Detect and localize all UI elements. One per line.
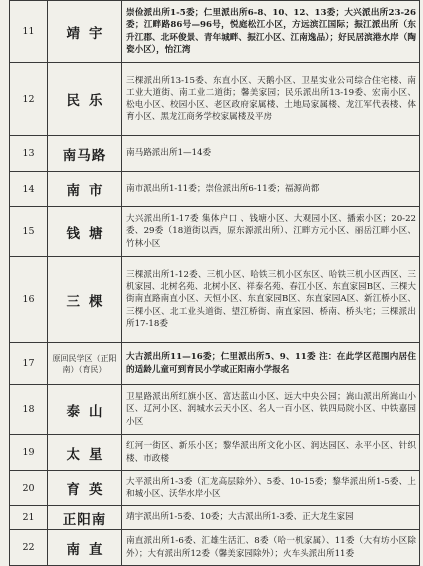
district-range: 靖宇派出所1-5委、10委；大古派出所1-3委、正大龙生家园: [122, 506, 420, 530]
row-number: 22: [10, 530, 48, 566]
row-number: 19: [10, 435, 48, 471]
school-name-text: 太星: [66, 446, 112, 463]
district-range: 三棵派出所13-15委、东直小区、天鹅小区、卫星实业公司综合住宅楼、南工业大道街、南工业二道街；馨美家园；民乐派出所13-19委、宏南小区、松电小区、校园小区、老区政府家属楼、土地局家属楼、龙江军代表楼、体育小区、黑龙江商务学校家属楼及平房: [122, 63, 420, 136]
district-range: 卫星路派出所红旗小区、富达蓝山小区、远大中央公园；嵩山派出所嵩山小区、辽河小区、润城水云天小区、名人一百小区、铁四局院小区、中铁嘉园小区: [122, 385, 420, 435]
table-row: [10, 435, 420, 471]
table-row: [10, 506, 420, 530]
table-row: [10, 471, 420, 506]
school-name-text: 泰山: [66, 403, 112, 420]
table-row: [10, 63, 420, 136]
district-range: 三棵派出所1-12委、三机小区、哈铁三机小区东区、哈铁三机小区西区、三机家园、北树名苑、北树小区、祥泰名苑、春江小区、东直家园B区、三棵大街南直路南直小区、天恒小区、东直家园B区、东直家园A区、新江桥小区、三棵小区、北工业头道街、望江桥街、南直家园、桥南、桥头宅；三棵派出所17-18委: [122, 257, 420, 343]
row-number: 15: [10, 207, 48, 257]
table-row: [10, 136, 420, 172]
row-number: 13: [10, 136, 48, 172]
school-name: [48, 385, 122, 435]
school-name: [48, 207, 122, 257]
school-name: [48, 530, 122, 566]
school-name-text: 育英: [66, 482, 112, 498]
row-number: 11: [10, 1, 48, 63]
school-name-text: 靖宇: [66, 25, 112, 42]
row-number: 14: [10, 172, 48, 207]
school-name-text: 南市: [66, 183, 112, 199]
school-name-text: 钱塘: [66, 225, 112, 242]
row-number: 18: [10, 385, 48, 435]
district-range: 大平派出所1-3委（汇龙高层除外）、5委、10-15委；黎华派出所1-5委、上和城小区、沃华水岸小区: [122, 471, 420, 506]
row-number: 21: [10, 506, 48, 530]
school-name: [48, 471, 122, 506]
district-range: 崇俭派出所1-5委；仁里派出所6-8、10、12、13委；大兴派出所23-26委；江畔路86号—96号，悦庭松江小区，方远滨江国际；振江派出所（东升江郡、北环俊景、青年城畔、振江小区、江南逸品）；好民居滨港水岸（陶瓷小区），怡江湾: [122, 1, 420, 63]
school-name-text: 南直: [66, 541, 112, 558]
district-range: 大古派出所11—16委；仁里派出所5、9、11委 注：在此学区范围内居住的适龄儿童可到育民小学或正阳南小学报名: [122, 343, 420, 385]
school-name: [48, 435, 122, 471]
row-number: 16: [10, 257, 48, 343]
table-row: [10, 385, 420, 435]
table-row: [10, 257, 420, 343]
school-name: 正阳南: [48, 506, 122, 530]
school-name: [48, 1, 122, 63]
school-district-table: [9, 0, 420, 566]
district-range: 大兴派出所1-17委 集体户口 、钱塘小区、大观园小区、播索小区；20-22委、29委（18道街以西，原东源派出所）、江畔方元小区、丽岳江畔小区、竹林小区: [122, 207, 420, 257]
school-name: [48, 343, 122, 385]
school-name: [48, 257, 122, 343]
school-name-text: 原回民学区（正阳南）（育民）: [52, 353, 117, 374]
district-range: 南市派出所1-11委；崇俭派出所6-11委；福源尚都: [122, 172, 420, 207]
table-row: [10, 530, 420, 566]
table-row: [10, 343, 420, 385]
row-number: 12: [10, 63, 48, 136]
school-name: 南马路: [48, 136, 122, 172]
table-row: [10, 172, 420, 207]
school-name-text: 民乐: [66, 93, 112, 109]
school-name-text: 三棵: [66, 293, 112, 310]
table-row: [10, 1, 420, 63]
school-name: [48, 172, 122, 207]
school-name: [48, 63, 122, 136]
district-range: 南直派出所1-6委、汇雄生活汇、8委（哈一机家属）、11委（大有坊小区除外）；大有派出所12委（馨美家园除外）；火车头派出所11委: [122, 530, 420, 566]
row-number: 20: [10, 471, 48, 506]
table-row: [10, 207, 420, 257]
district-range: 红河一街区、新乐小区；黎华派出所文化小区、润达园区、永平小区、针织楼、市政楼: [122, 435, 420, 471]
district-range: 南马路派出所1—14委: [122, 136, 420, 172]
row-number: 17: [10, 343, 48, 385]
